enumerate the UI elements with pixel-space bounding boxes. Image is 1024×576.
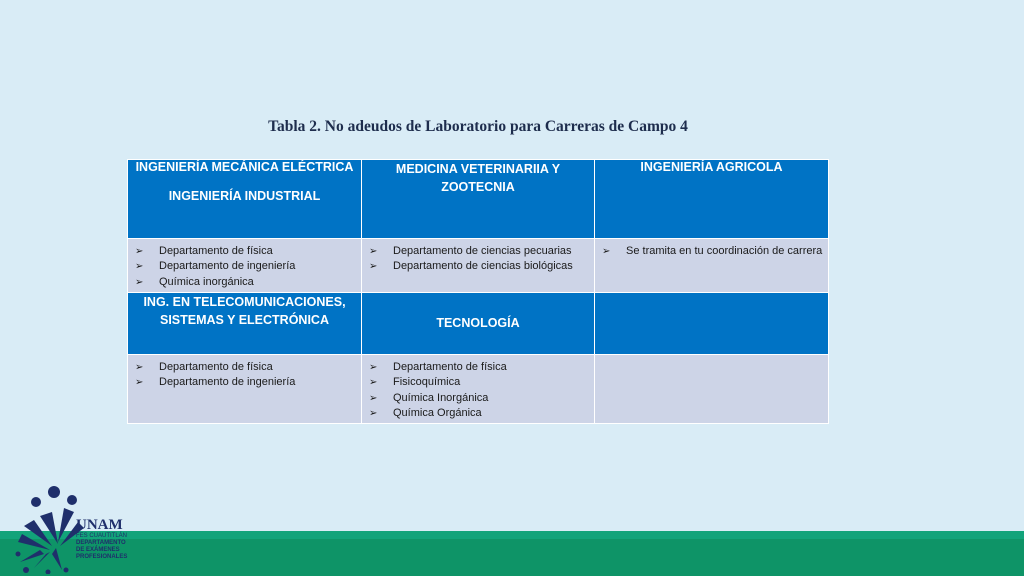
unam-fes-logo: [12, 482, 142, 574]
arrow-bullet-icon: ➢: [135, 362, 144, 373]
body-row-2: [128, 355, 829, 424]
list-item: ➢ Departamento de ingeniería: [135, 375, 357, 390]
list-item: ➢ Fisicoquímica: [369, 375, 590, 390]
arrow-bullet-icon: ➢: [369, 377, 378, 389]
header-telecom-label: ING. EN TELECOMUNICACIONES, SISTEMAS Y ELECTRÓNICA: [143, 295, 346, 327]
logo-dept-text: DEPARTAMENTO: [76, 540, 126, 546]
list-item: ➢ Departamento de ciencias biológicas: [369, 259, 590, 274]
header-ime-label: INGENIERÍA MECÁNICA ELÉCTRICA: [135, 160, 354, 174]
header-empty: [595, 293, 829, 355]
cell-empty: [595, 355, 829, 424]
list-item: ➢ Química Inorgánica: [369, 391, 590, 406]
body-row-1: [128, 239, 829, 293]
cell-tecnologia: [362, 355, 595, 424]
header-row-1: [128, 160, 829, 239]
list-item: ➢ Química Orgánica: [369, 406, 590, 421]
list-item: ➢ Departamento de ingeniería: [135, 259, 357, 274]
list-mvz: [362, 239, 594, 275]
logo-prof-text: PROFESIONALES: [76, 554, 128, 560]
header-agricola-label: INGENIERÍA AGRICOLA: [640, 160, 783, 174]
header-mvz: [362, 160, 595, 239]
header-telecom: [128, 293, 362, 355]
labs-table: [127, 159, 829, 424]
arrow-bullet-icon: ➢: [369, 261, 378, 273]
header-tecnologia-label: TECNOLOGÍA: [436, 316, 520, 330]
table-title: Tabla 2. No adeudos de Laboratorio para Carreras de Campo 4: [268, 118, 688, 135]
list-agricola: [595, 239, 828, 259]
logo-unam-text: UNAM: [76, 517, 123, 533]
header-mvz-label: MEDICINA VETERINARIIA Y ZOOTECNIA: [395, 162, 561, 194]
header-tecnologia: [362, 293, 595, 355]
list-telecom: [128, 355, 361, 391]
header-ime-industrial: [128, 160, 362, 239]
cell-agricola: [595, 239, 829, 293]
arrow-bullet-icon: ➢: [135, 246, 144, 257]
logo-emblem-icon: [16, 486, 85, 574]
list-item: ➢ Se tramita en tu coordinación de carrera: [602, 244, 824, 259]
list-item: ➢ Departamento de física: [369, 360, 590, 375]
list-ime-industrial: [128, 239, 361, 290]
cell-ime-industrial: [128, 239, 362, 293]
arrow-bullet-icon: ➢: [369, 407, 378, 419]
list-item: ➢ Departamento de física: [135, 244, 357, 259]
cell-mvz: [362, 239, 595, 293]
list-item: ➢ Química inorgánica: [135, 275, 357, 290]
arrow-bullet-icon: ➢: [135, 276, 144, 288]
cell-telecom: [128, 355, 362, 424]
footer-band-highlight: [0, 531, 1024, 539]
logo-exams-text: DE EXÁMENES: [76, 547, 120, 553]
arrow-bullet-icon: ➢: [369, 362, 378, 373]
list-item: ➢ Departamento de física: [135, 360, 357, 375]
header-row-2: [128, 293, 829, 355]
header-agricola: [595, 160, 829, 239]
arrow-bullet-icon: ➢: [369, 246, 378, 257]
arrow-bullet-icon: ➢: [135, 377, 144, 389]
arrow-bullet-icon: ➢: [135, 261, 144, 273]
header-industrial-label: INGENIERÍA INDUSTRIAL: [168, 189, 321, 203]
list-tecnologia: [362, 355, 594, 421]
arrow-bullet-icon: ➢: [602, 246, 611, 257]
logo-fes-text: FES CUAUTITLÁN: [76, 533, 128, 539]
arrow-bullet-icon: ➢: [369, 392, 378, 404]
list-item: ➢ Departamento de ciencias pecuarias: [369, 244, 590, 259]
